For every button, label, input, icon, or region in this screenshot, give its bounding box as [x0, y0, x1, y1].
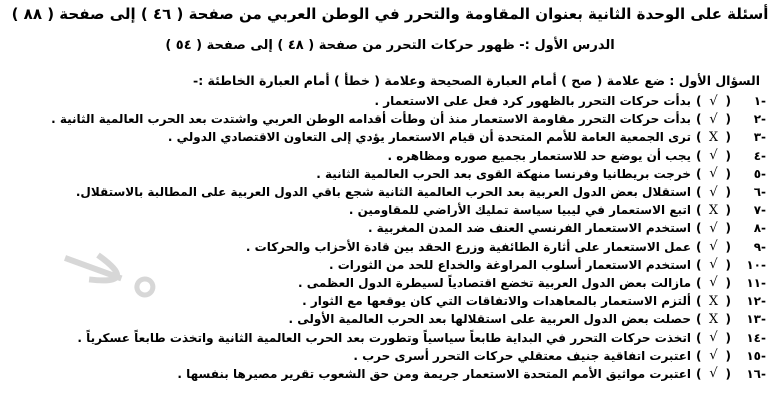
item-text: خرجت بريطانيا وفرنسا منهكة القوى بعد الحرب العالمية الثانية .	[316, 166, 692, 181]
item-number: -٥	[753, 166, 766, 181]
answer-mark: √	[709, 330, 718, 346]
answer-mark: √	[709, 93, 718, 109]
item-number: -١٢	[746, 294, 766, 309]
list-item: -١٦ ( √ ) اعتبرت مواثيق الأمم المتحدة الاستعمار جريمة ومن حق الشعوب تقرير مصيرها بنفسها .	[14, 365, 766, 383]
answer-mark: X	[708, 129, 719, 145]
item-number: -١	[753, 94, 766, 109]
item-number: -١٥	[746, 348, 766, 363]
list-item: -٩ ( √ ) عمل الاستعمار على أثارة الطائفية وزرع الحقد بين قادة الأحزاب والحركات .	[14, 238, 766, 256]
list-item: -١٠ ( √ ) استخدم الاستعمار أسلوب المراوغة والخداع للحد من الثورات .	[14, 256, 766, 274]
page-title: أسئلة على الوحدة الثانية بعنوان المقاومة والتحرر في الوطن العربي من صفحة ( ٤٦ ) إلى صفحة ( ٨٨ )	[11, 5, 769, 23]
list-item: -١٥ ( √ ) اعتبرت اتفاقية جنيف معتقلي حركات التحرر أسرى حرب .	[14, 347, 766, 365]
item-number: -٤	[753, 148, 766, 163]
list-item: -٧ ( X ) اتبع الاستعمار في ليبيا سياسة تمليك الأراضي للمقاومين .	[14, 201, 766, 219]
item-number: -٢	[753, 112, 766, 127]
list-item: -٥ ( √ ) خرجت بريطانيا وفرنسا منهكة القوى بعد الحرب العالمية الثانية .	[14, 165, 766, 183]
item-text: اعتبرت اتفاقية جنيف معتقلي حركات التحرر أسرى حرب .	[353, 348, 692, 363]
list-item: -٣ ( X ) ترى الجمعية العامة للأمم المتحدة أن قيام الاستعمار يؤدي إلى التعاون الاقتصادي الدولي .	[14, 128, 766, 146]
list-item: -٦ ( √ ) استقلال بعض الدول العربية بعد الحرب العالمية الثانية شجع باقي الدول العربية على المطالبة بالاستقلال.	[14, 183, 766, 201]
item-number: -١١	[746, 275, 766, 290]
list-item: -١٢ ( X ) ألتزم الاستعمار بالمعاهدات والاتفاقات التي كان يوقعها مع الثوار .	[14, 292, 766, 310]
answer-mark: √	[709, 220, 718, 236]
item-number: -٧	[753, 203, 766, 218]
list-item: -١٣ ( X ) حصلت بعض الدول العربية على استقلالها بعد الحرب العالمية الأولى .	[14, 310, 766, 328]
question-instruction: السؤال الأول : ضع علامة ( صح ) أمام العبارة الصحيحة وعلامة ( خطأ ) أمام العبارة الخاطئة :-	[193, 73, 760, 88]
list-item: -٢ ( √ ) بدأت حركات التحرر مقاومة الاستعمار منذ أن وطأت أقدامه الوطن العربي واشتدت بعد الحرب العالمية الثانية .	[14, 110, 766, 128]
item-text: ترى الجمعية العامة للأمم المتحدة أن قيام الاستعمار يؤدي إلى التعاون الاقتصادي الدولي .	[167, 130, 692, 145]
answer-mark: X	[708, 202, 719, 218]
lesson-subtitle: الدرس الأول :- ظهور حركات التحرر من صفحة ( ٤٨ ) إلى صفحة ( ٥٤ )	[165, 38, 615, 53]
answer-mark: √	[709, 148, 718, 164]
item-text: استخدم الاستعمار أسلوب المراوغة والخداع للحد من الثورات .	[329, 257, 692, 272]
item-text: اعتبرت مواثيق الأمم المتحدة الاستعمار جريمة ومن حق الشعوب تقرير مصيرها بنفسها .	[177, 366, 692, 381]
answer-mark: √	[709, 275, 718, 291]
item-text: استخدم الاستعمار الفرنسي العنف ضد المدن المغربية .	[367, 221, 692, 236]
item-number: -١٤	[746, 330, 766, 345]
question-items-list	[14, 92, 766, 383]
answer-mark: √	[709, 239, 718, 255]
answer-mark: √	[709, 111, 718, 127]
answer-mark: √	[709, 348, 718, 364]
item-number: -١٠	[746, 257, 766, 272]
answer-mark: √	[709, 166, 718, 182]
list-item: -١١ ( √ ) مازالت بعض الدول العربية تخضع اقتصادياً لسيطرة الدول العظمى .	[14, 274, 766, 292]
answer-mark: √	[709, 366, 718, 382]
item-number: -١٣	[746, 312, 766, 327]
list-item: -٨ ( √ ) استخدم الاستعمار الفرنسي العنف ضد المدن المغربية .	[14, 219, 766, 237]
item-text: اتخذت حركات التحرر في البداية طابعاً سياسياً وتطورت بعد الحرب العالمية الثانية واتخذت طابعاً عسكرياً .	[77, 330, 692, 345]
item-text: بدأت حركات التحرر بالظهور كرد فعل على الاستعمار .	[374, 94, 692, 109]
answer-mark: √	[709, 184, 718, 200]
item-number: -٩	[753, 239, 766, 254]
list-item: -٤ ( √ ) يجب أن يوضع حد للاستعمار بجميع صوره ومظاهره .	[14, 147, 766, 165]
item-number: -٦	[753, 185, 766, 200]
list-item: -١ ( √ ) بدأت حركات التحرر بالظهور كرد فعل على الاستعمار .	[14, 92, 766, 110]
item-number: -١٦	[746, 366, 766, 381]
item-number: -٨	[753, 221, 766, 236]
answer-mark: X	[708, 293, 719, 309]
item-text: يجب أن يوضع حد للاستعمار بجميع صوره ومظاهره .	[387, 148, 692, 163]
item-text: عمل الاستعمار على أثارة الطائفية وزرع الحقد بين قادة الأحزاب والحركات .	[245, 239, 692, 254]
item-text: مازالت بعض الدول العربية تخضع اقتصادياً لسيطرة الدول العظمى .	[298, 275, 692, 290]
answer-mark: X	[708, 311, 719, 327]
item-text: حصلت بعض الدول العربية على استقلالها بعد الحرب العالمية الأولى .	[288, 312, 692, 327]
item-text: اتبع الاستعمار في ليبيا سياسة تمليك الأراضي للمقاومين .	[348, 203, 692, 218]
item-text: استقلال بعض الدول العربية بعد الحرب العالمية الثانية شجع باقي الدول العربية على المطالبة بالاستقلال.	[75, 185, 692, 200]
item-text: ألتزم الاستعمار بالمعاهدات والاتفاقات التي كان يوقعها مع الثوار .	[302, 294, 692, 309]
item-text: بدأت حركات التحرر مقاومة الاستعمار منذ أن وطأت أقدامه الوطن العربي واشتدت بعد الحرب العالمية الثانية .	[51, 112, 692, 127]
list-item: -١٤ ( √ ) اتخذت حركات التحرر في البداية طابعاً سياسياً وتطورت بعد الحرب العالمية الثانية واتخذت طابعاً عسكرياً .	[14, 328, 766, 346]
answer-mark: √	[709, 257, 718, 273]
item-number: -٣	[753, 130, 766, 145]
